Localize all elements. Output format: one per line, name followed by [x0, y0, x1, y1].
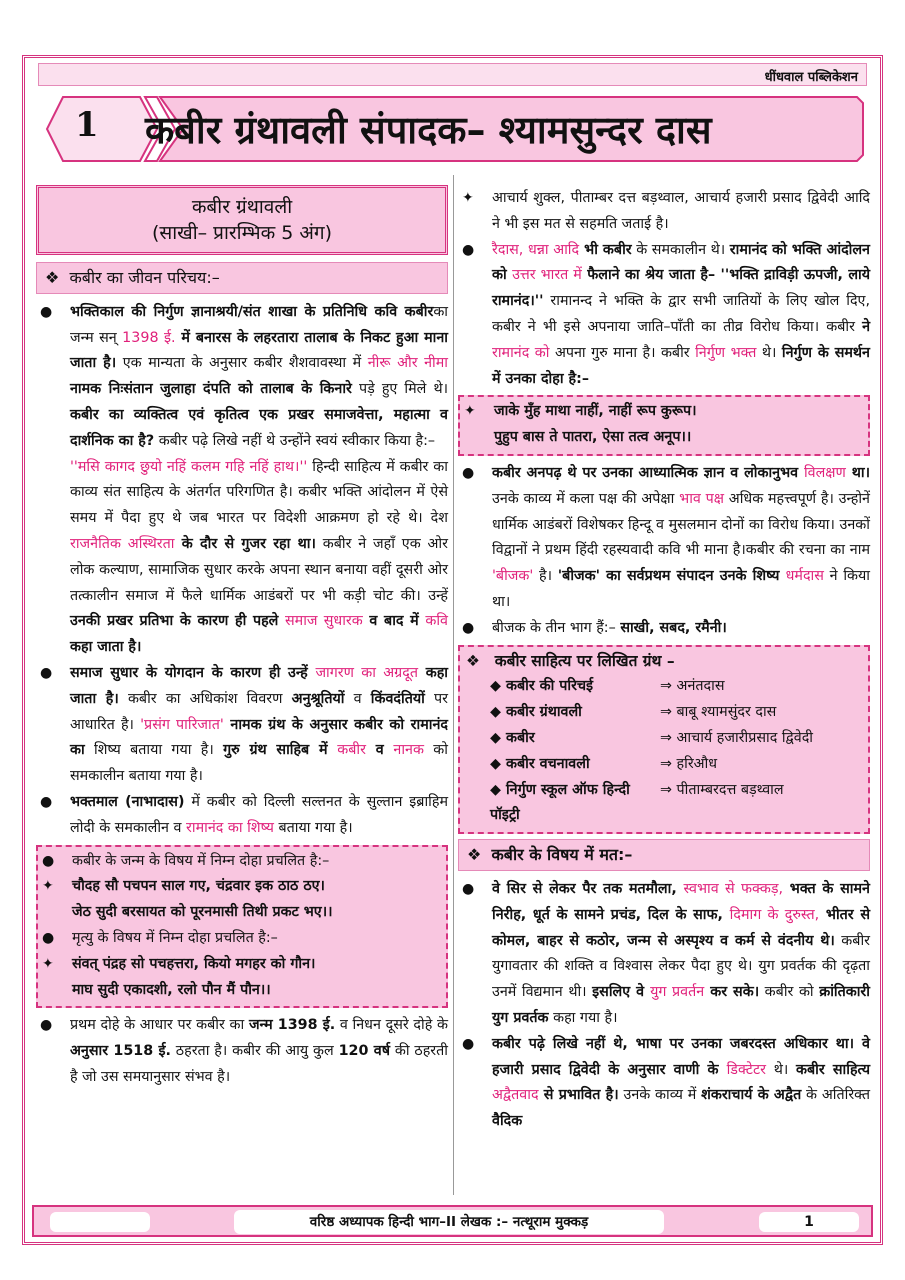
- bullet-icon: ●: [462, 241, 475, 258]
- highlighted-text: स्वभाव से फक्कड़,: [683, 880, 784, 897]
- work-author: ⇒ आचार्य हजारीप्रसाद द्विवेदी: [660, 729, 814, 746]
- section-title: कबीर के विषय में मत:–: [491, 845, 633, 865]
- text-segment: किंवदंतियों: [370, 690, 425, 707]
- bullet-icon: ●: [40, 1017, 53, 1034]
- subtitle-box: [36, 185, 448, 255]
- text-segment: का जन्म सन्: [70, 303, 448, 346]
- list-item: [460, 399, 868, 451]
- highlighted-text: रामानंद का शिष्य: [186, 819, 274, 836]
- bullet-icon: ●: [462, 619, 475, 636]
- text-segment: के दौर से गुजर रहा था।: [174, 535, 316, 552]
- footer-book-author: वरिष्ठ अध्यापक हिन्दी भाग–II लेखक :– नत्थूराम मुक्कड़: [234, 1210, 664, 1234]
- highlighted-text: डिक्टेटर: [726, 1061, 766, 1078]
- text-segment: मृत्यु के विषय में निम्न दोहा प्रचलित है:–: [72, 929, 278, 946]
- text-segment: में बनारस के लहरतारा तालाब के निकट हुआ माना जाता है।: [70, 329, 449, 372]
- highlighted-text: 'बीजक': [492, 568, 534, 585]
- text-segment: उनके काव्य में: [618, 1087, 702, 1104]
- highlighted-text: रैदास, धन्ना आदि: [492, 241, 580, 258]
- star-icon: ✦: [42, 955, 54, 972]
- text-segment: क्रांतिकारी युग प्रवर्तक: [492, 984, 870, 1026]
- work-author: ⇒ हरिऔध: [660, 755, 718, 772]
- list-item: [458, 616, 870, 642]
- list-item: [458, 461, 870, 616]
- work-author: ⇒ पीताम्बरदत्त बड़थ्वाल: [660, 781, 784, 798]
- text-segment: थे।: [766, 1061, 797, 1078]
- bullet-icon: ●: [462, 1035, 475, 1052]
- text-segment: रामानंद को भक्ति आंदोलन को: [492, 241, 870, 284]
- text-segment: कबीर को: [759, 984, 820, 1001]
- star-icon: ✦: [42, 878, 54, 895]
- works-heading: [460, 649, 868, 675]
- text-segment: वे सिर से लेकर पैर तक मतमौला,: [492, 880, 684, 897]
- text-segment: हिन्दी साहित्य में कबीर का काव्य संत साहित्य के अंतर्गत परिगणित है। कबीर भक्ति आंदोलन में ऐसे समय में पैदा हुए थे जब भारत पर विदेशी आक्रमण हो रहे थे। देश: [70, 458, 448, 527]
- highlighted-text: धर्मदास: [785, 568, 824, 585]
- text-segment: अनुसार 1518 ई.: [70, 1043, 171, 1060]
- text-segment: साखी, सबद, रमैनी।: [620, 619, 727, 636]
- diamond-icon: ❖: [467, 845, 482, 865]
- text-segment: ने किया था।: [492, 568, 870, 610]
- chapter-banner: [45, 95, 865, 163]
- works-table: [460, 674, 868, 829]
- highlighted-text: युग प्रवर्तन: [650, 984, 705, 1001]
- list-item: [458, 186, 870, 238]
- text-segment: इसलिए वे: [592, 984, 651, 1001]
- list-item: [458, 1032, 870, 1135]
- bullet-list: [36, 300, 448, 842]
- highlighted-text: उत्तर भारत में: [512, 267, 582, 284]
- highlighted-text: नानक: [393, 742, 424, 759]
- text-segment: कबीर अनपढ़ थे पर उनका आध्यात्मिक ज्ञान व लोकानुभव: [492, 464, 804, 481]
- highlighted-text: नीरू और नीमा: [367, 355, 449, 372]
- text-segment: भीतर से कोमल, बाहर से कठोर, जन्म से अस्पृश्य व कर्म से वंदनीय थे।: [492, 906, 871, 949]
- bullet-icon: ●: [40, 303, 53, 320]
- subtitle-line: कबीर ग्रंथावली: [191, 196, 293, 218]
- highlighted-text: रामानंद को: [492, 344, 550, 361]
- text-segment: गुरु ग्रंथ साहिब में: [223, 742, 338, 759]
- text-segment: था।: [845, 464, 870, 481]
- highlighted-text: 'प्रसंग पारिजात': [140, 716, 224, 733]
- highlighted-text: कवि: [425, 613, 448, 630]
- bullet-list: [36, 1013, 448, 1090]
- text-segment: बताया गया है।: [273, 819, 353, 836]
- text-segment: थे।: [756, 344, 782, 361]
- list-item: [458, 238, 870, 393]
- text-segment: अधिक महत्त्वपूर्ण है। उन्होनें धार्मिक आडंबरों विशेषकर हिन्दू व मुसलमान दोनों का विरोध किया। उनकों विद्वानों ने प्रथम हिंदी रहस्यवादी कवि भी माना है।कबीर की रचना का नाम: [492, 490, 870, 559]
- text-segment: आचार्य शुक्ल, पीताम्बर दत्त बड़थ्वाल, आचार्य हजारी प्रसाद द्विवेदी आदि ने भी इस मत से सहमति जताई है।: [492, 190, 870, 232]
- highlighted-text: राजनैतिक अस्थिरता: [70, 535, 175, 552]
- text-segment: भक्तिकाल की निर्गुण ज्ञानाश्रयी/संत शाखा के प्रतिनिधि कवि कबीर: [70, 303, 434, 320]
- highlighted-text: ''मसि कागद छुयो नहिं कलम गहि नहिं हाथ।'': [70, 458, 308, 475]
- highlighted-text: भाव पक्ष: [679, 490, 725, 507]
- work-title: ◆ कबीर की परिचई: [490, 678, 594, 695]
- text-segment: शिष्य बताया गया है।: [84, 742, 224, 759]
- text-segment: संवत् पंद्रह सो पचहत्तरा, कियो मगहर को गौन।: [72, 955, 316, 972]
- list-item: [36, 300, 448, 661]
- page-number: 1: [759, 1212, 859, 1232]
- text-segment: ठहरता है। कबीर की आयु कुल: [170, 1043, 339, 1060]
- works-row: [460, 700, 868, 726]
- text-segment: कबीर का अधिकांश विवरण: [118, 690, 292, 707]
- list-item: [36, 661, 448, 790]
- chapter-number: 1: [75, 105, 99, 145]
- section-title: कबीर का जीवन परिचय:–: [69, 268, 220, 287]
- work-title: ◆ निर्गुण स्कूल ऑफ हिन्दी पॉइट्री: [490, 781, 630, 824]
- text-segment: है।: [533, 568, 558, 585]
- list-item: [38, 952, 446, 1004]
- work-title: ◆ कबीर वचनावली: [490, 755, 590, 772]
- list-item: [36, 790, 448, 842]
- text-segment: एक मान्यता के अनुसार कबीर शैशवावस्था में: [116, 355, 368, 372]
- highlighted-text: दिमाग के दुरुस्त,: [729, 906, 820, 923]
- text-segment: ने: [862, 318, 870, 335]
- text-segment: उनके काव्य में कला पक्ष की अपेक्षा: [492, 490, 680, 507]
- list-item: [38, 926, 446, 952]
- text-segment: अपना गुरु माना है। कबीर: [549, 344, 696, 361]
- chapter-title: कबीर ग्रंथावली संपादक– श्यामसुन्दर दास: [145, 108, 712, 152]
- text-segment: भी कबीर: [579, 241, 632, 258]
- text-segment: जेठ सुदी बरसायत को पूरनमासी तिथी प्रकट भए।।: [72, 904, 333, 921]
- text-segment: उनकी प्रखर प्रतिभा के कारण ही पहले: [70, 613, 286, 630]
- text-segment: के समकालीन थे।: [631, 241, 730, 258]
- list-item: [38, 874, 446, 926]
- work-title: ◆ कबीर ग्रंथावली: [490, 704, 582, 721]
- text-segment: व निधन दूसरे दोहे के: [335, 1017, 448, 1034]
- bullet-list: [458, 461, 870, 642]
- text-segment: बीजक के तीन भाग हैं:–: [492, 619, 621, 636]
- works-row: [460, 778, 868, 830]
- right-column: [458, 186, 870, 1135]
- text-segment: अनुश्रूतियों: [291, 690, 345, 707]
- doha-box: [36, 845, 448, 1009]
- list-item: [38, 849, 446, 875]
- text-segment: के अतिरिक्त: [801, 1087, 870, 1104]
- text-segment: कहा जाता है।: [70, 639, 142, 656]
- star-icon: ✦: [462, 190, 474, 206]
- subtitle-line: (साखी– प्रारम्भिक 5 अंग): [151, 222, 333, 244]
- text-segment: कहा गया है।: [548, 1009, 618, 1026]
- works-box: [458, 645, 870, 835]
- work-author: ⇒ अनंतदास: [660, 678, 725, 695]
- text-segment: कबीर पढ़े लिखे नहीं थे, भाषा पर उनका जबरदस्त अधिकार था। वे हजारी प्रसाद द्विवेदी के अनुसार वाणी के: [492, 1035, 870, 1078]
- bullet-icon: ●: [42, 929, 55, 946]
- text-segment: नामक निःसंतान जुलाहा दंपति को तालाब के किनारे: [70, 381, 352, 398]
- highlighted-text: निर्गुण भक्त: [695, 344, 757, 361]
- footer-left-pill: [50, 1212, 150, 1232]
- text-segment: कर सके।: [704, 984, 760, 1001]
- text-segment: समाज सुधार के योगदान के कारण ही उन्हें: [70, 664, 316, 681]
- text-segment: जन्म 1398 ई.: [248, 1017, 336, 1034]
- highlighted-text: अद्वैतवाद: [492, 1087, 539, 1104]
- bullet-icon: ●: [40, 793, 53, 810]
- highlighted-text: 1398 ई.: [122, 329, 176, 346]
- publisher-name: धींधवाल पब्लिकेशन: [38, 63, 867, 86]
- list-item: [458, 877, 870, 1032]
- text-segment: व बाद में: [362, 613, 426, 630]
- text-segment: भक्त के सामने निरीह, धूर्त के सामने प्रचंड, दिल के साफ,: [492, 880, 870, 923]
- work-title: ◆ कबीर: [490, 729, 535, 746]
- text-segment: जाके मुँह माथा नाहीं, नाहीं रूप कुरूप।: [494, 403, 697, 420]
- works-row: [460, 674, 868, 700]
- column-divider: [453, 175, 454, 1195]
- highlighted-text: विलक्षण: [803, 464, 846, 481]
- section-heading: [36, 262, 448, 294]
- bullet-list: [458, 877, 870, 1135]
- text-segment: प्रथम दोहे के आधार पर कबीर का: [70, 1017, 249, 1034]
- text-segment: कबीर पढ़े लिखे नहीं थे उन्होंने स्वयं स्वीकार किया है:–: [154, 432, 436, 449]
- highlighted-text: जागरण का अग्रदूत: [315, 664, 418, 681]
- bullet-list: [458, 186, 870, 392]
- highlighted-text: कबीर: [337, 742, 366, 759]
- diamond-icon: ❖: [45, 268, 60, 287]
- highlighted-text: समाज सुधारक: [285, 613, 363, 630]
- text-segment: की ठहरती है जो उस समयानुसार संभव है।: [70, 1043, 449, 1085]
- text-segment: कबीर के जन्म के विषय में निम्न दोहा प्रचलित है:–: [72, 852, 330, 869]
- text-segment: वैदिक: [492, 1113, 523, 1130]
- text-segment: कबीर का व्यक्तित्व एवं कृतित्व एक प्रखर समाजवेत्ता, महात्मा व दार्शनिक का है?: [70, 406, 448, 449]
- text-segment: 'बीजक' का सर्वप्रथम संपादन उनके शिष्य: [557, 568, 786, 585]
- works-row: [460, 726, 868, 752]
- bullet-icon: ●: [462, 880, 475, 897]
- left-column: [36, 185, 448, 1091]
- text-segment: चौदह सौ पचपन साल गए, चंद्रवार इक ठाठ ठए।: [72, 878, 325, 895]
- text-segment: कबीर ने जहाँ एक ओर लोक कल्याण, सामाजिक सुधार करके अपना स्थान बनाया वहीं दूसरी ओर तत्कालीन समाज में फैले धार्मिक आडंबरों पर भी कड़ी चोट की। उन्हें: [70, 535, 448, 604]
- footer: [32, 1205, 873, 1237]
- work-author: ⇒ बाबू श्यामसुंदर दास: [660, 704, 777, 721]
- doha-box: [458, 395, 870, 456]
- star-icon: ✦: [464, 403, 476, 420]
- text-segment: नामक ग्रंथ के अनुसार कबीर को रामानंद का: [70, 716, 449, 759]
- works-row: [460, 752, 868, 778]
- text-segment: 120 वर्ष: [338, 1043, 390, 1060]
- text-segment: कबीर युगावतार की शक्ति व विश्वास लेकर पैदा हुए थे। युग प्रवर्तक की दृढ़ता उनमें विद्यमान थी।: [492, 932, 870, 1001]
- text-segment: कबीर साहित्य: [796, 1061, 870, 1078]
- bullet-icon: ●: [42, 852, 55, 869]
- text-segment: पर आधारित है।: [70, 690, 448, 733]
- text-segment: भक्तमाल (नाभादास): [70, 793, 185, 810]
- text-segment: पुहुप बास ते पातरा, ऐसा तत्व अनूप।।: [494, 429, 692, 446]
- list-item: [36, 1013, 448, 1090]
- text-segment: निर्गुण के समर्थन में उनका दोहा है:–: [492, 344, 870, 387]
- bullet-icon: ●: [462, 464, 475, 481]
- text-segment: शंकराचार्य के अद्वैत: [701, 1087, 802, 1104]
- text-segment: रामानन्द ने भक्ति के द्वार सभी जातियों के लिए खोल दिए, कबीर ने भी इसे अपनाया जाति–पाँती का तीव्र विरोध किया। कबीर: [492, 293, 870, 335]
- works-title: कबीर साहित्य पर लिखित ग्रंथ –: [494, 651, 675, 670]
- text-segment: से प्रभावित है।: [538, 1087, 619, 1104]
- text-segment: में कबीर को दिल्ली सल्तनत के सुल्तान इब्राहिम लोदी के समकालीन व: [70, 793, 448, 836]
- text-segment: पड़े हुए मिले थे।: [351, 381, 449, 398]
- text-segment: व: [344, 690, 371, 707]
- section-heading: [458, 839, 870, 871]
- text-segment: फैलाने का श्रेय जाता है– ''भक्ति द्राविड़ी ऊपजी, लाये रामानंद।'': [492, 267, 871, 310]
- text-segment: कहा जाता है।: [70, 664, 448, 707]
- text-segment: व: [365, 742, 394, 759]
- text-segment: को समकालीन बताया गया है।: [70, 742, 448, 785]
- bullet-icon: ●: [40, 664, 53, 681]
- diamond-icon: ❖: [466, 651, 480, 670]
- text-segment: माघ सुदी एकादशी, रलो पौन मैं पौन।।: [72, 981, 271, 998]
